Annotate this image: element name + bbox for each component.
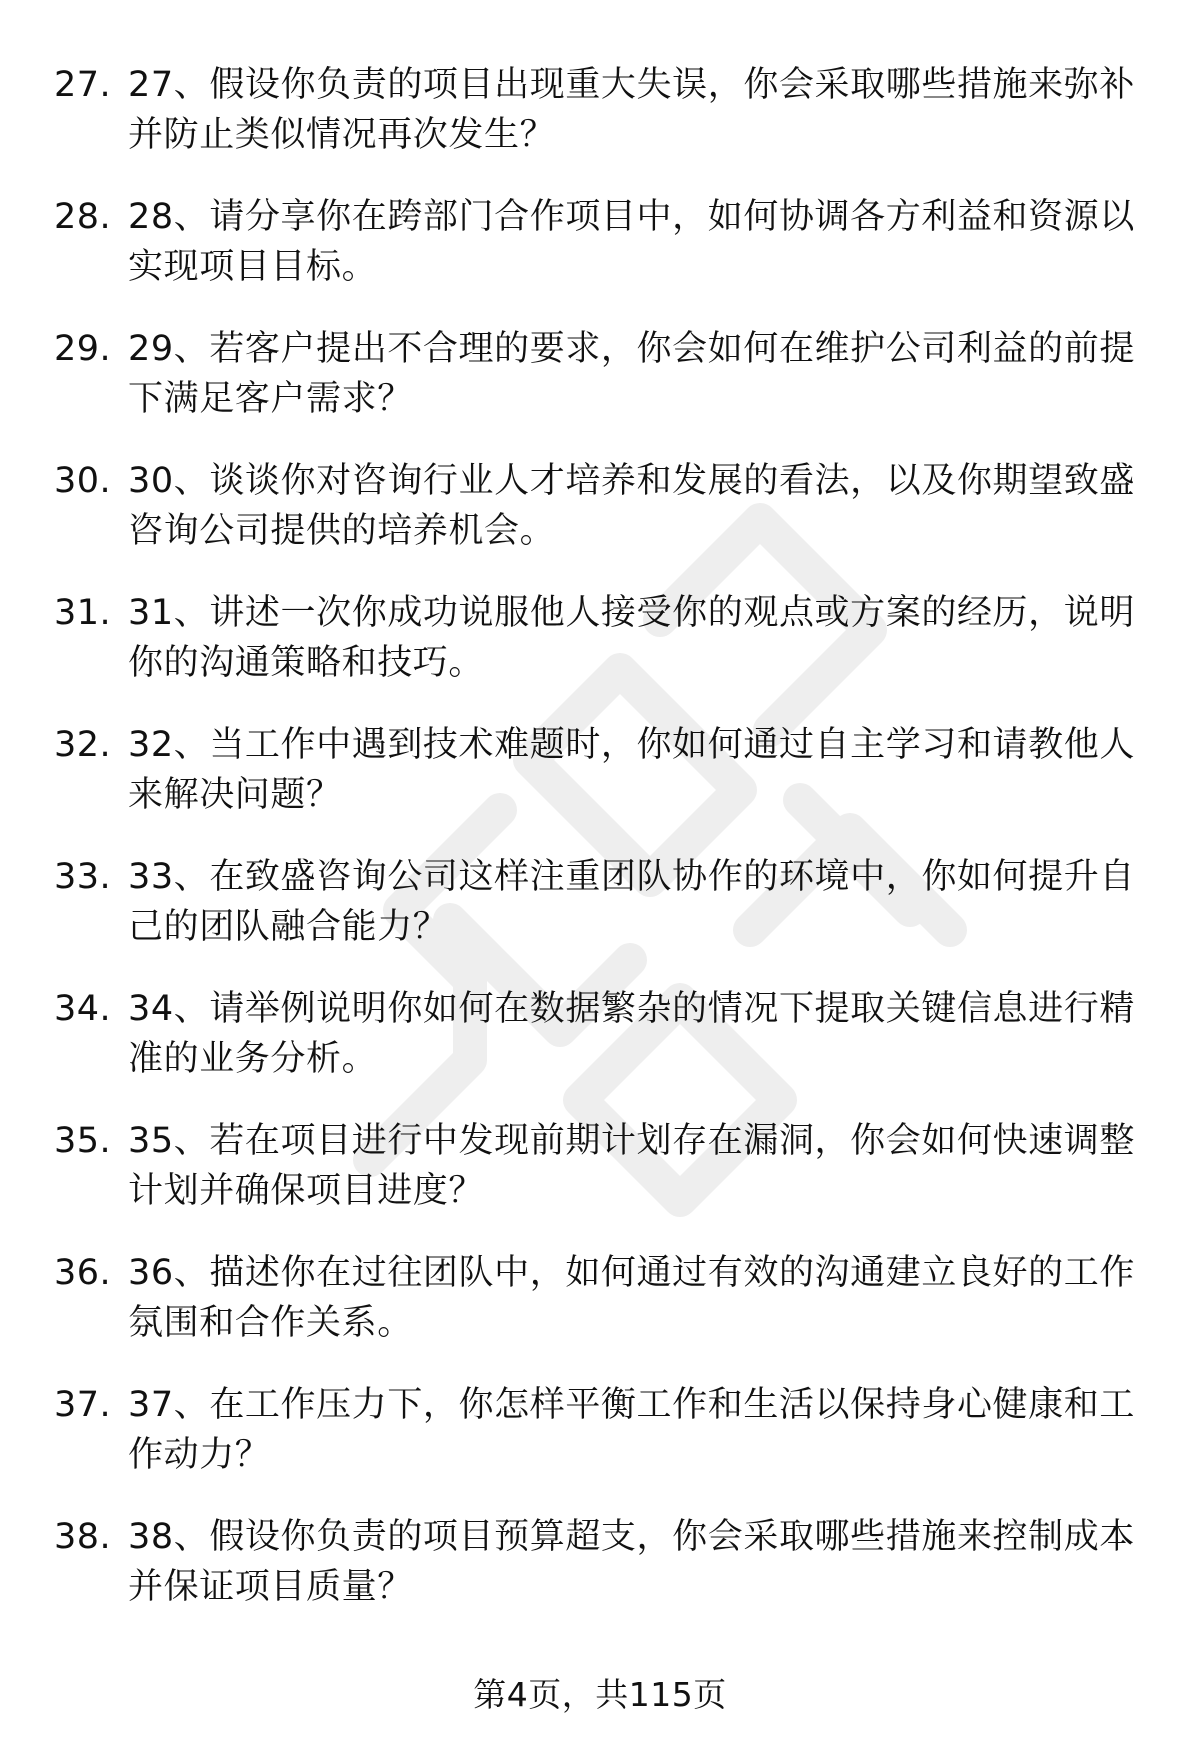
question-number: 38. bbox=[54, 1517, 112, 1557]
question-text: 31、讲述一次你成功说服他人接受你的观点或方案的经历，说明你的沟通策略和技巧。 bbox=[128, 593, 1135, 683]
question-number: 28. bbox=[54, 197, 112, 237]
page-number-footer: 第4页，共115页 bbox=[473, 1675, 727, 1714]
question-number: 30. bbox=[54, 461, 112, 501]
question-item bbox=[0, 60, 1200, 192]
question-text: 29、若客户提出不合理的要求，你会如何在维护公司利益的前提下满足客户需求？ bbox=[128, 329, 1135, 419]
question-item bbox=[0, 1512, 1200, 1644]
question-text: 33、在致盛咨询公司这样注重团队协作的环境中，你如何提升自己的团队融合能力？ bbox=[128, 857, 1135, 947]
question-number: 31. bbox=[54, 593, 112, 633]
question-item bbox=[0, 1380, 1200, 1512]
question-text: 27、假设你负责的项目出现重大失误，你会采取哪些措施来弥补并防止类似情况再次发生？ bbox=[128, 65, 1135, 155]
question-item bbox=[0, 1248, 1200, 1380]
question-item bbox=[0, 324, 1200, 456]
question-number: 29. bbox=[54, 329, 112, 369]
question-number: 35. bbox=[54, 1121, 112, 1161]
question-item bbox=[0, 192, 1200, 324]
question-number: 34. bbox=[54, 989, 112, 1029]
question-text: 34、请举例说明你如何在数据繁杂的情况下提取关键信息进行精准的业务分析。 bbox=[128, 989, 1135, 1079]
question-item bbox=[0, 588, 1200, 720]
question-text: 32、当工作中遇到技术难题时，你如何通过自主学习和请教他人来解决问题？ bbox=[128, 725, 1135, 815]
question-list bbox=[0, 60, 1200, 1644]
question-number: 37. bbox=[54, 1385, 112, 1425]
question-text: 36、描述你在过往团队中，如何通过有效的沟通建立良好的工作氛围和合作关系。 bbox=[128, 1253, 1135, 1343]
question-number: 32. bbox=[54, 725, 112, 765]
question-number: 36. bbox=[54, 1253, 112, 1293]
question-text: 37、在工作压力下，你怎样平衡工作和生活以保持身心健康和工作动力？ bbox=[128, 1385, 1135, 1475]
question-text: 30、谈谈你对咨询行业人才培养和发展的看法，以及你期望致盛咨询公司提供的培养机会。 bbox=[128, 461, 1135, 551]
question-text: 28、请分享你在跨部门合作项目中，如何协调各方利益和资源以实现项目目标。 bbox=[128, 197, 1135, 287]
question-text: 35、若在项目进行中发现前期计划存在漏洞，你会如何快速调整计划并确保项目进度？ bbox=[128, 1121, 1135, 1211]
question-number: 27. bbox=[54, 65, 112, 105]
question-item bbox=[0, 1116, 1200, 1248]
question-item bbox=[0, 984, 1200, 1116]
question-item bbox=[0, 456, 1200, 588]
question-text: 38、假设你负责的项目预算超支，你会采取哪些措施来控制成本并保证项目质量？ bbox=[128, 1517, 1135, 1607]
question-number: 33. bbox=[54, 857, 112, 897]
question-item bbox=[0, 720, 1200, 852]
question-item bbox=[0, 852, 1200, 984]
